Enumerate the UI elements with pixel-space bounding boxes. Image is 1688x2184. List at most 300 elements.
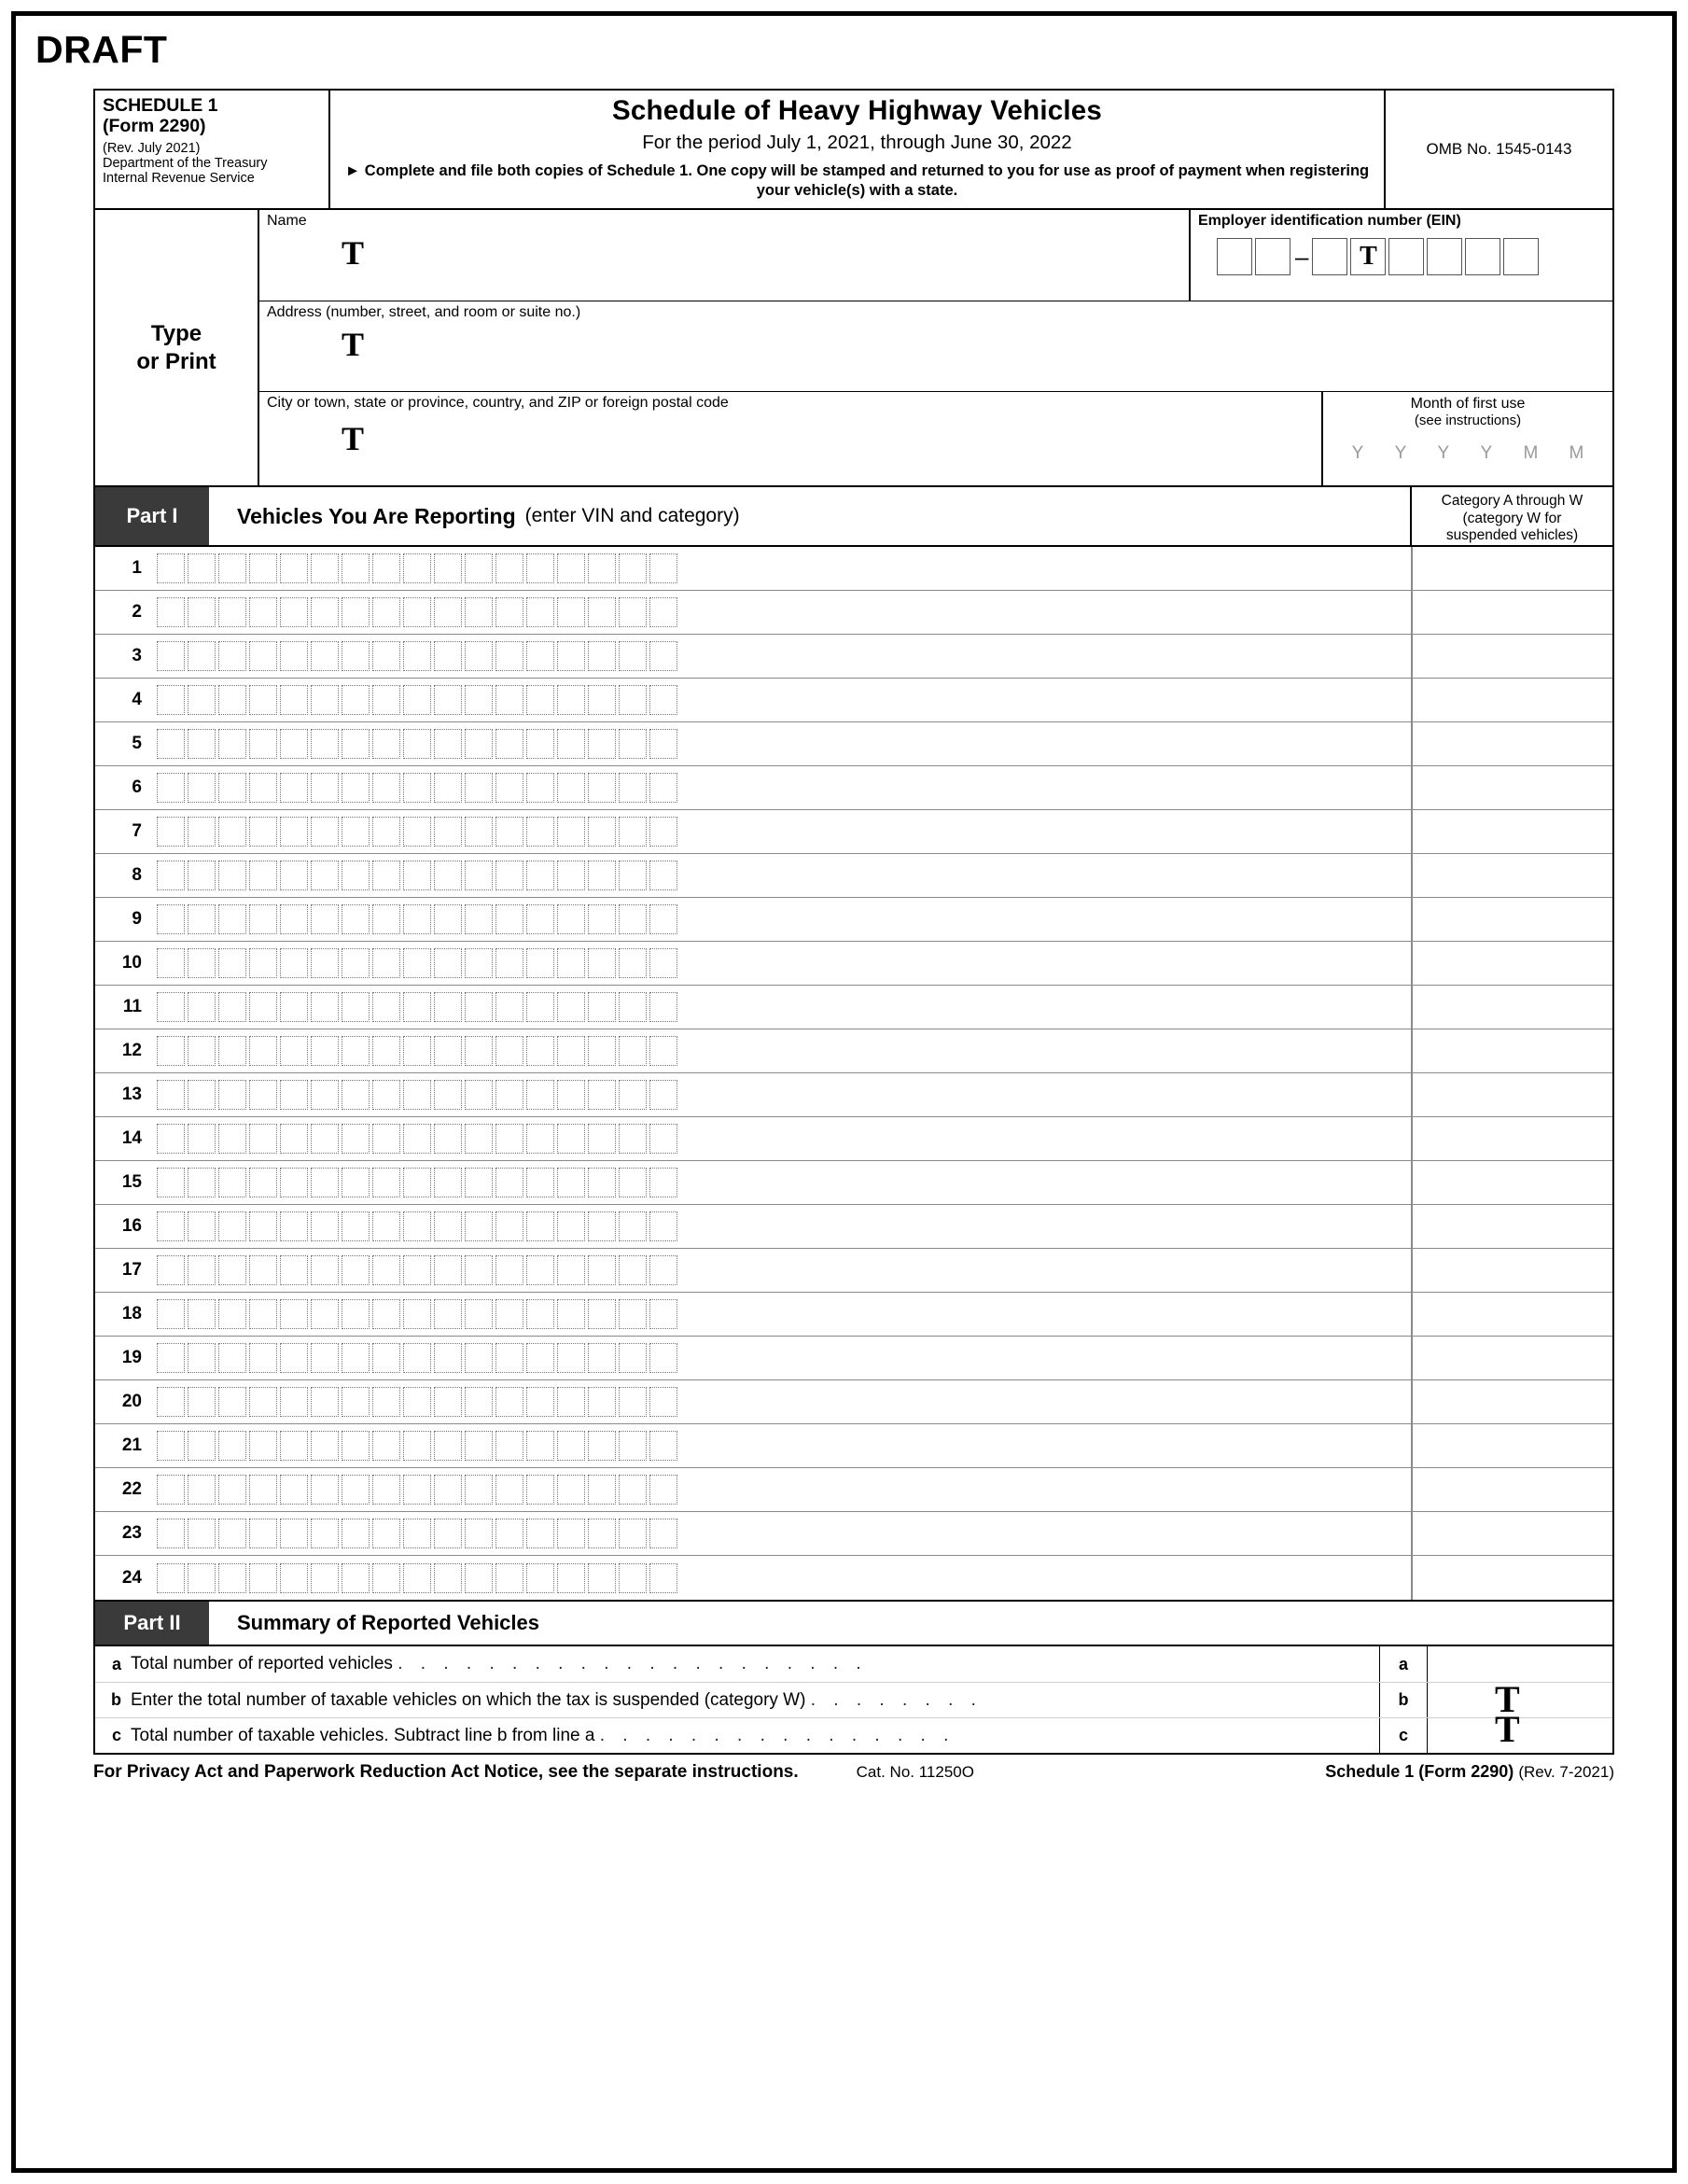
vin-character-box[interactable] bbox=[588, 1519, 616, 1548]
city-field[interactable] bbox=[259, 392, 1323, 485]
vin-character-box[interactable] bbox=[372, 1563, 400, 1593]
vin-character-box[interactable] bbox=[249, 1519, 277, 1548]
category-input[interactable] bbox=[1412, 854, 1612, 897]
vin-character-box[interactable] bbox=[649, 1168, 677, 1197]
vin-character-box[interactable] bbox=[619, 1431, 647, 1461]
vin-input-group[interactable] bbox=[153, 1380, 1412, 1423]
vin-input-group[interactable] bbox=[153, 1337, 1412, 1379]
vin-character-box[interactable] bbox=[557, 1211, 585, 1241]
vin-character-box[interactable] bbox=[649, 1387, 677, 1417]
vin-character-box[interactable] bbox=[342, 1431, 370, 1461]
vin-character-box[interactable] bbox=[311, 641, 339, 671]
vin-character-box[interactable] bbox=[619, 861, 647, 890]
vin-character-box[interactable] bbox=[588, 685, 616, 715]
category-input[interactable] bbox=[1412, 986, 1612, 1029]
vehicle-entry-table[interactable] bbox=[93, 547, 1614, 1600]
vin-character-box[interactable] bbox=[403, 1124, 431, 1154]
vin-character-box[interactable] bbox=[311, 1036, 339, 1066]
vin-character-box[interactable] bbox=[403, 729, 431, 759]
vin-character-box[interactable] bbox=[249, 1080, 277, 1110]
vin-character-box[interactable] bbox=[434, 729, 462, 759]
vin-character-box[interactable] bbox=[311, 729, 339, 759]
month-of-first-use-field[interactable] bbox=[1323, 392, 1612, 485]
vin-character-box[interactable] bbox=[557, 1168, 585, 1197]
category-input[interactable] bbox=[1412, 810, 1612, 853]
vin-character-box[interactable] bbox=[588, 1124, 616, 1154]
vin-character-box[interactable] bbox=[157, 1124, 185, 1154]
category-input[interactable] bbox=[1412, 1556, 1612, 1600]
vin-character-box[interactable] bbox=[403, 1343, 431, 1373]
vin-character-box[interactable] bbox=[280, 773, 308, 803]
vin-character-box[interactable] bbox=[342, 1080, 370, 1110]
ein-digit-3[interactable] bbox=[1312, 238, 1347, 275]
vin-character-box[interactable] bbox=[588, 1255, 616, 1285]
vin-character-box[interactable] bbox=[218, 1563, 246, 1593]
vin-character-box[interactable] bbox=[495, 1255, 523, 1285]
vin-character-box[interactable] bbox=[372, 1475, 400, 1505]
vin-character-box[interactable] bbox=[649, 1080, 677, 1110]
vin-character-box[interactable] bbox=[588, 992, 616, 1022]
vin-character-box[interactable] bbox=[649, 1255, 677, 1285]
vin-character-box[interactable] bbox=[372, 1343, 400, 1373]
vin-character-box[interactable] bbox=[465, 641, 493, 671]
vin-character-box[interactable] bbox=[372, 1124, 400, 1154]
vin-character-box[interactable] bbox=[372, 992, 400, 1022]
vin-character-box[interactable] bbox=[280, 817, 308, 847]
vin-character-box[interactable] bbox=[619, 1036, 647, 1066]
vin-character-box[interactable] bbox=[465, 904, 493, 934]
vin-character-box[interactable] bbox=[526, 861, 554, 890]
category-input[interactable] bbox=[1412, 1380, 1612, 1423]
vin-character-box[interactable] bbox=[188, 1168, 216, 1197]
vin-character-box[interactable] bbox=[403, 948, 431, 978]
vin-character-box[interactable] bbox=[588, 1343, 616, 1373]
vin-character-box[interactable] bbox=[342, 685, 370, 715]
vin-character-box[interactable] bbox=[619, 641, 647, 671]
vin-character-box[interactable] bbox=[311, 1255, 339, 1285]
vin-character-box[interactable] bbox=[372, 948, 400, 978]
vin-character-box[interactable] bbox=[434, 1343, 462, 1373]
vin-character-box[interactable] bbox=[157, 553, 185, 583]
category-input[interactable] bbox=[1412, 1249, 1612, 1292]
vin-character-box[interactable] bbox=[557, 817, 585, 847]
vin-character-box[interactable] bbox=[619, 1211, 647, 1241]
vin-character-box[interactable] bbox=[465, 685, 493, 715]
vehicle-row[interactable] bbox=[95, 1424, 1612, 1468]
vin-character-box[interactable] bbox=[157, 1168, 185, 1197]
vin-character-box[interactable] bbox=[218, 685, 246, 715]
vin-character-box[interactable] bbox=[311, 685, 339, 715]
vin-character-box[interactable] bbox=[342, 1343, 370, 1373]
vin-character-box[interactable] bbox=[342, 1299, 370, 1329]
vin-character-box[interactable] bbox=[311, 817, 339, 847]
vin-character-box[interactable] bbox=[311, 1168, 339, 1197]
vin-character-box[interactable] bbox=[526, 904, 554, 934]
vin-character-box[interactable] bbox=[188, 685, 216, 715]
vin-character-box[interactable] bbox=[434, 1168, 462, 1197]
vin-character-box[interactable] bbox=[157, 729, 185, 759]
vin-character-box[interactable] bbox=[311, 597, 339, 627]
vin-character-box[interactable] bbox=[372, 641, 400, 671]
vin-character-box[interactable] bbox=[403, 1255, 431, 1285]
vin-character-box[interactable] bbox=[495, 904, 523, 934]
vin-character-box[interactable] bbox=[157, 773, 185, 803]
vin-character-box[interactable] bbox=[588, 948, 616, 978]
vin-character-box[interactable] bbox=[280, 1519, 308, 1548]
vin-character-box[interactable] bbox=[218, 861, 246, 890]
vin-character-box[interactable] bbox=[342, 1124, 370, 1154]
vin-character-box[interactable] bbox=[311, 1124, 339, 1154]
vehicle-row[interactable] bbox=[95, 1512, 1612, 1556]
vin-character-box[interactable] bbox=[280, 1299, 308, 1329]
vin-character-box[interactable] bbox=[557, 773, 585, 803]
vin-character-box[interactable] bbox=[434, 1255, 462, 1285]
vin-character-box[interactable] bbox=[465, 992, 493, 1022]
vin-character-box[interactable] bbox=[526, 948, 554, 978]
vin-character-box[interactable] bbox=[218, 729, 246, 759]
vin-character-box[interactable] bbox=[249, 861, 277, 890]
vin-character-box[interactable] bbox=[434, 1563, 462, 1593]
vin-character-box[interactable] bbox=[280, 992, 308, 1022]
vin-character-box[interactable] bbox=[465, 1168, 493, 1197]
summary-value-field[interactable] bbox=[1428, 1646, 1612, 1682]
vin-character-box[interactable] bbox=[403, 904, 431, 934]
vin-character-box[interactable] bbox=[619, 1080, 647, 1110]
vin-character-box[interactable] bbox=[619, 1475, 647, 1505]
vin-character-box[interactable] bbox=[649, 773, 677, 803]
category-input[interactable] bbox=[1412, 547, 1612, 590]
vin-character-box[interactable] bbox=[495, 641, 523, 671]
vin-character-box[interactable] bbox=[342, 817, 370, 847]
vin-character-box[interactable] bbox=[218, 641, 246, 671]
vin-character-box[interactable] bbox=[372, 597, 400, 627]
vin-character-box[interactable] bbox=[218, 1475, 246, 1505]
vin-character-box[interactable] bbox=[188, 597, 216, 627]
vin-character-box[interactable] bbox=[157, 1563, 185, 1593]
vin-character-box[interactable] bbox=[465, 1299, 493, 1329]
vin-character-box[interactable] bbox=[619, 817, 647, 847]
vin-input-group[interactable] bbox=[153, 679, 1412, 721]
vin-character-box[interactable] bbox=[372, 817, 400, 847]
vin-character-box[interactable] bbox=[249, 1475, 277, 1505]
vin-character-box[interactable] bbox=[526, 553, 554, 583]
ein-digit-4[interactable]: T bbox=[1350, 238, 1386, 275]
vin-character-box[interactable] bbox=[465, 1519, 493, 1548]
vin-character-box[interactable] bbox=[403, 641, 431, 671]
vin-character-box[interactable] bbox=[465, 1563, 493, 1593]
vin-character-box[interactable] bbox=[311, 1475, 339, 1505]
vin-character-box[interactable] bbox=[280, 1475, 308, 1505]
vin-character-box[interactable] bbox=[526, 1475, 554, 1505]
vehicle-row[interactable] bbox=[95, 898, 1612, 942]
vin-character-box[interactable] bbox=[588, 861, 616, 890]
vin-character-box[interactable] bbox=[249, 1387, 277, 1417]
vin-character-box[interactable] bbox=[280, 1080, 308, 1110]
vin-character-box[interactable] bbox=[588, 597, 616, 627]
vin-character-box[interactable] bbox=[342, 861, 370, 890]
summary-row[interactable] bbox=[95, 1678, 1612, 1720]
vin-input-group[interactable] bbox=[153, 1117, 1412, 1160]
vin-character-box[interactable] bbox=[280, 1387, 308, 1417]
ein-digit-6[interactable] bbox=[1427, 238, 1462, 275]
vin-character-box[interactable] bbox=[280, 1343, 308, 1373]
vin-character-box[interactable] bbox=[372, 1299, 400, 1329]
vin-input-group[interactable] bbox=[153, 1249, 1412, 1292]
vin-character-box[interactable] bbox=[188, 1080, 216, 1110]
vin-character-box[interactable] bbox=[218, 948, 246, 978]
vehicle-row[interactable] bbox=[95, 766, 1612, 810]
vin-character-box[interactable] bbox=[495, 1475, 523, 1505]
vin-character-box[interactable] bbox=[557, 1080, 585, 1110]
vin-character-box[interactable] bbox=[619, 773, 647, 803]
vin-character-box[interactable] bbox=[342, 1387, 370, 1417]
vin-character-box[interactable] bbox=[588, 1080, 616, 1110]
vin-character-box[interactable] bbox=[557, 597, 585, 627]
vin-character-box[interactable] bbox=[372, 904, 400, 934]
vin-character-box[interactable] bbox=[526, 729, 554, 759]
vin-character-box[interactable] bbox=[157, 1299, 185, 1329]
vin-character-box[interactable] bbox=[526, 992, 554, 1022]
vin-character-box[interactable] bbox=[526, 1255, 554, 1285]
ein-field[interactable] bbox=[1191, 210, 1612, 301]
vin-input-group[interactable] bbox=[153, 898, 1412, 941]
vin-character-box[interactable] bbox=[249, 1124, 277, 1154]
vin-character-box[interactable] bbox=[649, 948, 677, 978]
vin-character-box[interactable] bbox=[434, 1431, 462, 1461]
vin-character-box[interactable] bbox=[465, 861, 493, 890]
vin-character-box[interactable] bbox=[249, 597, 277, 627]
vin-character-box[interactable] bbox=[280, 1431, 308, 1461]
vin-character-box[interactable] bbox=[619, 685, 647, 715]
vin-character-box[interactable] bbox=[434, 904, 462, 934]
vin-character-box[interactable] bbox=[218, 553, 246, 583]
vin-character-box[interactable] bbox=[557, 1255, 585, 1285]
vin-character-box[interactable] bbox=[372, 1211, 400, 1241]
vin-character-box[interactable] bbox=[403, 685, 431, 715]
vin-character-box[interactable] bbox=[649, 904, 677, 934]
category-input[interactable] bbox=[1412, 1205, 1612, 1248]
vin-character-box[interactable] bbox=[465, 773, 493, 803]
vin-character-box[interactable] bbox=[218, 1080, 246, 1110]
vin-character-box[interactable] bbox=[434, 1124, 462, 1154]
vin-character-box[interactable] bbox=[249, 1255, 277, 1285]
vehicle-row[interactable] bbox=[95, 722, 1612, 766]
vehicle-row[interactable] bbox=[95, 591, 1612, 635]
vin-character-box[interactable] bbox=[526, 641, 554, 671]
vin-character-box[interactable] bbox=[526, 1211, 554, 1241]
vin-character-box[interactable] bbox=[649, 1211, 677, 1241]
category-input[interactable] bbox=[1412, 1468, 1612, 1511]
vin-character-box[interactable] bbox=[434, 817, 462, 847]
category-input[interactable] bbox=[1412, 722, 1612, 765]
vin-character-box[interactable] bbox=[526, 1343, 554, 1373]
vin-character-box[interactable] bbox=[249, 685, 277, 715]
vin-character-box[interactable] bbox=[280, 641, 308, 671]
vin-character-box[interactable] bbox=[157, 1387, 185, 1417]
vin-character-box[interactable] bbox=[372, 685, 400, 715]
vin-character-box[interactable] bbox=[619, 553, 647, 583]
category-input[interactable] bbox=[1412, 766, 1612, 809]
vin-character-box[interactable] bbox=[495, 1299, 523, 1329]
vin-character-box[interactable] bbox=[649, 553, 677, 583]
vin-input-group[interactable] bbox=[153, 1468, 1412, 1511]
vin-character-box[interactable] bbox=[218, 1211, 246, 1241]
vin-character-box[interactable] bbox=[249, 1168, 277, 1197]
vin-character-box[interactable] bbox=[557, 641, 585, 671]
vin-character-box[interactable] bbox=[557, 904, 585, 934]
vin-character-box[interactable] bbox=[218, 1036, 246, 1066]
vehicle-row[interactable] bbox=[95, 854, 1612, 898]
vin-character-box[interactable] bbox=[372, 1036, 400, 1066]
vin-character-box[interactable] bbox=[188, 948, 216, 978]
vin-character-box[interactable] bbox=[249, 729, 277, 759]
vin-character-box[interactable] bbox=[372, 1431, 400, 1461]
summary-value-field[interactable] bbox=[1428, 1678, 1612, 1720]
vin-character-box[interactable] bbox=[280, 553, 308, 583]
vin-character-box[interactable] bbox=[188, 1475, 216, 1505]
vin-character-box[interactable] bbox=[157, 992, 185, 1022]
vehicle-row[interactable] bbox=[95, 1205, 1612, 1249]
vin-character-box[interactable] bbox=[465, 1080, 493, 1110]
vin-character-box[interactable] bbox=[495, 948, 523, 978]
vin-character-box[interactable] bbox=[495, 1211, 523, 1241]
vehicle-row[interactable] bbox=[95, 679, 1612, 722]
category-input[interactable] bbox=[1412, 679, 1612, 721]
vin-character-box[interactable] bbox=[342, 1036, 370, 1066]
category-input[interactable] bbox=[1412, 898, 1612, 941]
vin-character-box[interactable] bbox=[649, 1299, 677, 1329]
ein-digit-8[interactable] bbox=[1503, 238, 1539, 275]
vin-character-box[interactable] bbox=[218, 1299, 246, 1329]
vin-character-box[interactable] bbox=[403, 1080, 431, 1110]
vin-character-box[interactable] bbox=[249, 1036, 277, 1066]
vin-input-group[interactable] bbox=[153, 810, 1412, 853]
vin-character-box[interactable] bbox=[280, 861, 308, 890]
vin-character-box[interactable] bbox=[311, 1080, 339, 1110]
vin-character-box[interactable] bbox=[588, 729, 616, 759]
vin-character-box[interactable] bbox=[249, 1431, 277, 1461]
vin-character-box[interactable] bbox=[249, 641, 277, 671]
vin-character-box[interactable] bbox=[588, 904, 616, 934]
vin-character-box[interactable] bbox=[188, 553, 216, 583]
vehicle-row[interactable] bbox=[95, 942, 1612, 986]
vin-character-box[interactable] bbox=[311, 1563, 339, 1593]
vin-character-box[interactable] bbox=[342, 729, 370, 759]
vin-character-box[interactable] bbox=[218, 1431, 246, 1461]
vin-character-box[interactable] bbox=[557, 729, 585, 759]
vin-character-box[interactable] bbox=[495, 1563, 523, 1593]
vin-character-box[interactable] bbox=[372, 729, 400, 759]
summary-table[interactable] bbox=[93, 1646, 1614, 1755]
vehicle-row[interactable] bbox=[95, 1029, 1612, 1073]
vin-input-group[interactable] bbox=[153, 722, 1412, 765]
vehicle-row[interactable] bbox=[95, 1556, 1612, 1600]
vin-character-box[interactable] bbox=[311, 1299, 339, 1329]
vin-character-box[interactable] bbox=[157, 1519, 185, 1548]
vin-character-box[interactable] bbox=[280, 904, 308, 934]
vin-character-box[interactable] bbox=[557, 1343, 585, 1373]
vin-character-box[interactable] bbox=[588, 1036, 616, 1066]
vin-character-box[interactable] bbox=[157, 817, 185, 847]
vin-character-box[interactable] bbox=[588, 1211, 616, 1241]
vin-character-box[interactable] bbox=[495, 1036, 523, 1066]
vin-character-box[interactable] bbox=[526, 1519, 554, 1548]
vin-character-box[interactable] bbox=[465, 1431, 493, 1461]
vin-input-group[interactable] bbox=[153, 854, 1412, 897]
vin-character-box[interactable] bbox=[434, 1080, 462, 1110]
vin-character-box[interactable] bbox=[188, 1431, 216, 1461]
vin-character-box[interactable] bbox=[188, 1124, 216, 1154]
vin-character-box[interactable] bbox=[434, 773, 462, 803]
vin-character-box[interactable] bbox=[249, 992, 277, 1022]
category-input[interactable] bbox=[1412, 1073, 1612, 1116]
vin-character-box[interactable] bbox=[311, 861, 339, 890]
vin-character-box[interactable] bbox=[311, 773, 339, 803]
vin-character-box[interactable] bbox=[526, 685, 554, 715]
vin-character-box[interactable] bbox=[157, 597, 185, 627]
vin-character-box[interactable] bbox=[188, 729, 216, 759]
vin-character-box[interactable] bbox=[249, 1299, 277, 1329]
vin-character-box[interactable] bbox=[311, 1343, 339, 1373]
vin-character-box[interactable] bbox=[465, 1124, 493, 1154]
vin-character-box[interactable] bbox=[526, 1124, 554, 1154]
vin-character-box[interactable] bbox=[403, 1475, 431, 1505]
summary-value-field[interactable] bbox=[1428, 1708, 1612, 1753]
ein-digit-2[interactable] bbox=[1255, 238, 1290, 275]
vin-character-box[interactable] bbox=[157, 861, 185, 890]
vin-character-box[interactable] bbox=[157, 1255, 185, 1285]
vin-input-group[interactable] bbox=[153, 1073, 1412, 1116]
vin-character-box[interactable] bbox=[557, 553, 585, 583]
vin-character-box[interactable] bbox=[188, 1343, 216, 1373]
vin-character-box[interactable] bbox=[403, 1563, 431, 1593]
vin-character-box[interactable] bbox=[526, 1168, 554, 1197]
vin-character-box[interactable] bbox=[188, 861, 216, 890]
vehicle-row[interactable] bbox=[95, 1117, 1612, 1161]
vin-character-box[interactable] bbox=[588, 553, 616, 583]
vin-character-box[interactable] bbox=[526, 773, 554, 803]
vin-character-box[interactable] bbox=[280, 1036, 308, 1066]
vin-character-box[interactable] bbox=[249, 553, 277, 583]
vin-character-box[interactable] bbox=[619, 1255, 647, 1285]
vehicle-row[interactable] bbox=[95, 1249, 1612, 1293]
vin-character-box[interactable] bbox=[372, 1255, 400, 1285]
vin-character-box[interactable] bbox=[495, 817, 523, 847]
vin-character-box[interactable] bbox=[434, 1299, 462, 1329]
vin-character-box[interactable] bbox=[188, 1299, 216, 1329]
category-input[interactable] bbox=[1412, 591, 1612, 634]
vin-character-box[interactable] bbox=[280, 948, 308, 978]
vin-input-group[interactable] bbox=[153, 591, 1412, 634]
vehicle-row[interactable] bbox=[95, 1073, 1612, 1117]
category-input[interactable] bbox=[1412, 1337, 1612, 1379]
vin-character-box[interactable] bbox=[342, 641, 370, 671]
vin-character-box[interactable] bbox=[403, 1431, 431, 1461]
vin-character-box[interactable] bbox=[372, 1387, 400, 1417]
vin-character-box[interactable] bbox=[526, 597, 554, 627]
vin-character-box[interactable] bbox=[157, 948, 185, 978]
vin-character-box[interactable] bbox=[495, 1387, 523, 1417]
vin-character-box[interactable] bbox=[495, 1080, 523, 1110]
vin-character-box[interactable] bbox=[526, 1080, 554, 1110]
vin-character-box[interactable] bbox=[619, 597, 647, 627]
vin-character-box[interactable] bbox=[619, 1343, 647, 1373]
vin-character-box[interactable] bbox=[495, 1343, 523, 1373]
vin-input-group[interactable] bbox=[153, 1293, 1412, 1336]
vin-character-box[interactable] bbox=[495, 1519, 523, 1548]
vin-character-box[interactable] bbox=[342, 773, 370, 803]
vin-character-box[interactable] bbox=[465, 553, 493, 583]
